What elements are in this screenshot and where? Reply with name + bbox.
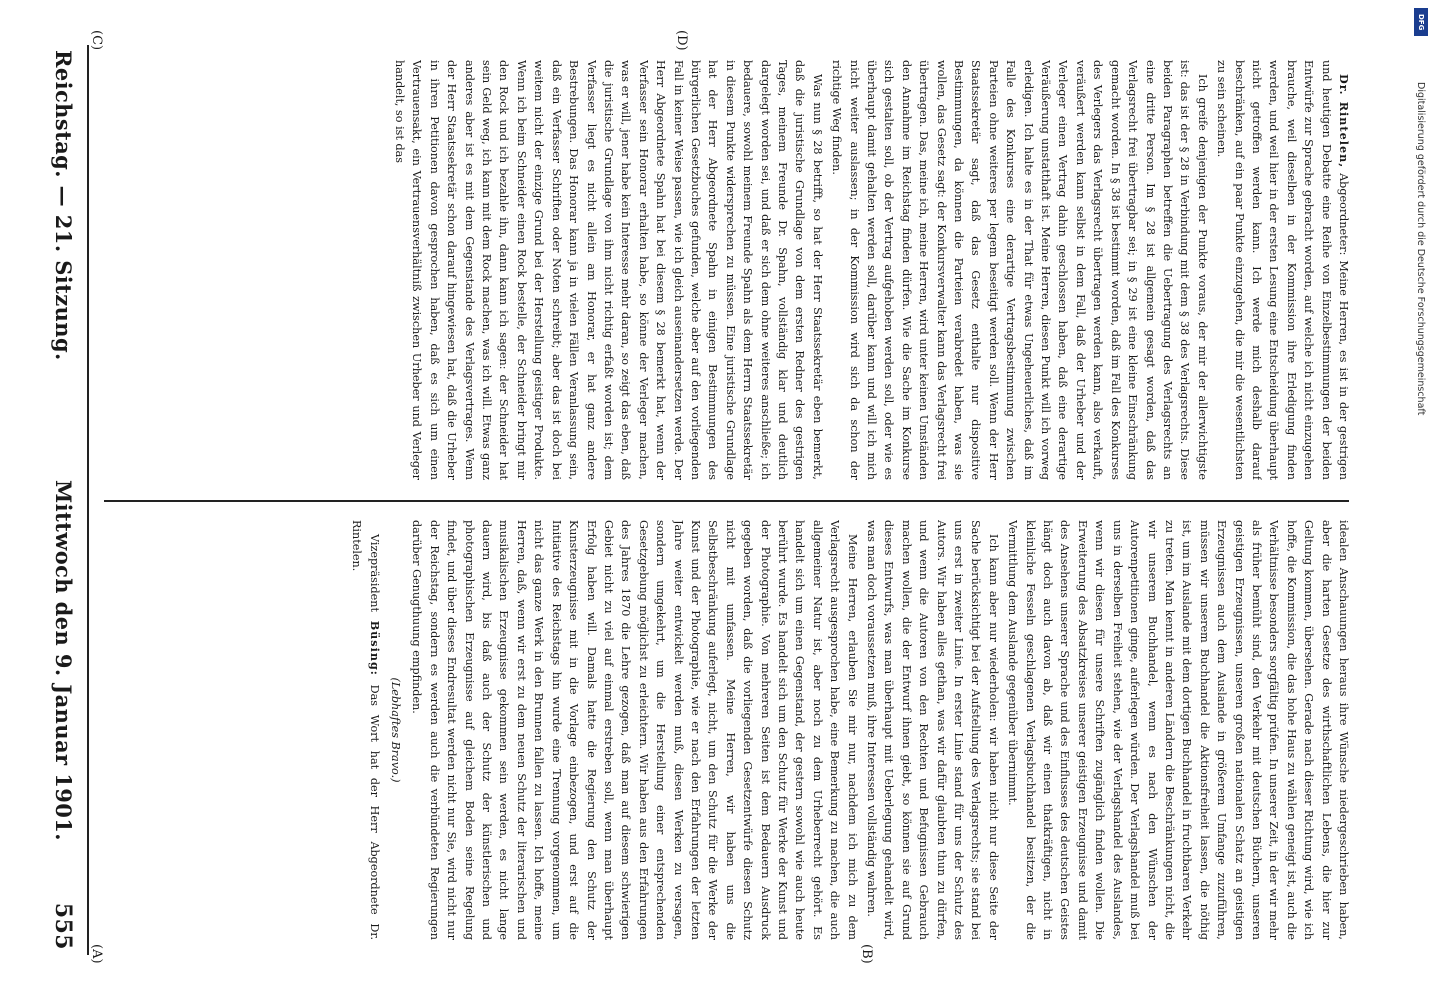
left-column bbox=[102, 520, 1352, 940]
right-column bbox=[102, 60, 1352, 480]
right-paragraph-2: Was nun § 28 betrifft, so hat der Herr Staatssekretär eben bemerkt, daß die juristische Grundlage von dem ersten Redner des gestrigen Tages, meinem Freunde Dr. Spahn, vollständig klar und deutlich dargelegt worden sei, und daß er sich dem ohne weiteres anschließe; ich bedauere, sowohl meinem Freunde Spahn als dem Herrn Staatssekretär in diesem Punkte widersprechen zu müssen. Eine juristische Grundlage hat der Herr Abgeordnete Spahn in einigen Bestimmungen des bürgerlichen Gesetzbuches gefunden, welche aber auf den vorliegenden Fall in keiner Weise passen, wie ich gleich auseinandersetzen werde. Der Herr Abgeordnete Spahn hat bei diesem § 28 bemerkt hat, wenn der Verfasser sein Honorar erhalten habe, so könne der Verleger machen, was er will, jener habe kein Interesse mehr daran, so zeigt das eben, daß die juristische Grundlage von ihm nicht richtig erfaßt worden ist; dem Verfasser liegt es nicht allein am Honorar, er hat ganz andere Bestrebungen. Das Honorar kann ja in vielen Fällen Veranlassung sein, daß ein Verfasser Schriften oder Noten schreibt; aber das ist doch bei weitem nicht der einzige Grund bei der Herstellung geistiger Produkte. Wenn ich beim Schneider einen Rock bestelle, der Schneider bringt mir den Rock und ich bezahle ihn, dann kann ich sagen: der Schneider hat sein Geld weg, ich kann mit dem Rock machen, was ich will. Etwas ganz anderes aber ist es mit dem Gegenstande des Verlagsvertrages. Wenn der Herr Staatssekretär schon darauf hingewiesen hat, daß die Urheber in ihren Petitionen davon gesprochen haben, daß es sich um einen Vertrauensakt, ein Vertrauensverhältniß zwischen Urheber und Verleger handelt, so ist das bbox=[393, 60, 824, 480]
marker-a: (A) bbox=[89, 944, 104, 964]
page-number: 555 bbox=[50, 902, 76, 950]
left-paragraph-3: Meine Herren, erlauben Sie mir nur, nachdem ich mich zu dem Verlagsrecht ausgesprochen habe, eine Bemerkung zu machen, die auch allgemeiner Natur ist, aber noch zu dem Urheberrecht gehört. Es handelt sich um einen Gegenstand, der gestern sowohl wie auch heute berührt wurde. Es handelt sich um den Schutz für Werke der Kunst und der Photographie. Von mehreren Seiten ist dem Bedauern Ausdruck gegeben worden, daß die vorliegenden Gesetzentwürfe diesen Schutz nicht mit umfassen. Meine Herren, wir haben uns die Selbstbeschränkung auferlegt, nicht, um den Schutz für die Werke der Kunst und der Photographie, wie er nach den Erfahrungen der letzten Jahre weiter entwickelt werden muß, diesen Werken zu versagen, sondern umgekehrt, um die Herstellung einer entsprechenden Gesetzgebung möglichst zu erleichtern. Wir haben aus den Erfahrungen des Jahres 1870 die Lehre gezogen, daß man auf diesem schwierigen Gebiet nicht zu viel auf einmal erstreben soll, wenn man überhaupt Erfolg haben will. Damals hatte die Regierung den Schutz der Kunsterzeugnisse mit in die Vorlage einbezogen, und erst auf die Initiative des Reichstags hin wurde eine Trennung vorgenommen, um nicht das ganze Werk in den Brunnen fallen zu lassen. Ich hoffe, meine Herren, daß, wenn wir erst zu dem neuen Schutz der literarischen und musikalischen Erzeugnisse gekommen sein werden, es nicht lange dauern wird, bis daß auch der Schutz der künstlerischen und photographischen Erzeugnisse auf gleichem Boden seine Regelung findet, und über dieses Endresultat werden nicht nur Sie, wird nicht nur der Reichstag, sondern es werden auch die verbündeten Regierungen darüber Genugthuung empfinden. bbox=[410, 520, 859, 940]
dfg-logo: DFG bbox=[1414, 8, 1428, 36]
right-paragraph-1: Ich greife denjenigen der Punkte voraus, der mir der allerwichtigste ist: das ist der § 28 in Verbindung mit dem § 38 des Verlagsrechts. Diese beiden Paragraphen betreffen die Uebertragung des Verlagsrechts an eine dritte Person. Im § 28 ist allgemein gesagt worden, daß das Verlagsrecht frei übertragbar sei; in § 29 ist eine kleine Einschränkung gemacht worden. In § 38 ist bestimmt worden, daß im Fall des Konkurses des Verlegers das Verlagsrecht übertragen werden kann, also verkauft, veräußert werden kann selbst in dem Fall, daß der Urheber und der Verleger einen Vertrag dahin geschlossen haben, daß eine derartige Veräußerung unstatthaft ist. Meine Herren, diesen Punkt will ich vorweg erledigen. Ich halte es in der That für etwas Ungeheuerliches, daß im Falle des Konkurses eine derartige Vertragsbestimmung zwischen Parteien ohne weiteres per legem beseitigt werden soll. Wenn der Herr Staatssekretär sagt, daß das Gesetz enthalte nur dispositive Bestimmungen, da können die Parteien verabredet haben, was sie wollen, das Gesetz sagt: der Konkursverwalter kann das Verlagsrecht frei übertragen. Das, meine ich, meine Herren, wird unter keinen Umständen den Annahme im Reichstag finden dürfen. Wie die Sache im Konkurse sich gestalten soll, ob der Vertrag aufgehoben werden soll, oder wie es überhaupt damit gehalten werden soll, darüber kann und will ich mich nicht weiter auslassen; in der Kommission wird sich da schon der richtige Weg finden. bbox=[830, 60, 1209, 480]
funding-note: Digitalisierung gefördert durch die Deutsche Forschungsgemeinschaft bbox=[1415, 82, 1426, 416]
sidebar bbox=[1404, 0, 1434, 1000]
applause-note: (Lebhaftes Bravo.) bbox=[389, 677, 403, 783]
rintelen-intro bbox=[1213, 60, 1352, 480]
marker-d: (D) bbox=[674, 30, 689, 51]
left-paragraph-1: idealen Anschauungen heraus ihre Wünsche niedergeschrieben haben, aber die harten Gesetze des wirthschaftlichen Lebens, die hier zur Geltung kommen, übersehen. Gerade nach dieser Richtung wird, wie ich hoffe, die Kommission, die das hohe Haus zu wählen geneigt ist, auch die Verhältnisse besonders sorgfältig prüfen. In unserer Zeit, in der wir mehr als früher bemüht sind, den Verkehr mit deutschen Büchern, unseren geistigen Erzeugnissen, unseren großen nationalen Schatz an geistigen Erzeugnissen auch dem Auslande in größerem Umfange zuzuführen, müssen wir unserem Buchhandel die Aktionsfreiheit lassen, die nöthig ist, um im Auslande mit dem dortigen Buchhandel in fruchtbaren Verkehr zu treten. Man kennt in anderen Ländern die Beschränkungen nicht, die wir unserem Buchhandel, wenn es nach den Wünschen der Autorenpetitionen ginge, auferlegen würden. Der Verlagshandel muß bei uns in derselben Freiheit stehen, wie der Verlagshandel des Auslandes, wenn wir diesen für unsere Schriften zugänglich finden wollen. Die Erweiterung des Absatzkreises unserer geistigen Erzeugnisse und damit des Ansehens unserer Sprache und des Einflusses des deutschen Geistes hängt doch auch davon ab, daß wir einen thatkräftigen, nicht in kleinliche Fesseln geschlagenen Verlagsbuchhandel besitzen, der die Vermittlung dem Auslande gegenüber übernimmt. bbox=[1006, 520, 1350, 940]
header-left: Reichstag. — 21. Sitzung. bbox=[51, 50, 76, 361]
left-paragraph-2: Ich kann aber nur wiederholen: wir haben nicht nur diese Seite der Sache berücksichtigt bei der Aufstellung des Verlagsrechts; sie stand bei uns erst in zweiter Linie. In erster Linie stand für uns der Schutz des Autors. Wir haben alles gethan, was wir dafür glaubten thun zu dürfen, und wenn die Autoren von den Rechten und Befugnissen Gebrauch machen wollen, die der Entwurf ihnen giebt, so können sie auf Grund dieses Entwurfs, was man überhaupt mit Ueberlegung gehandelt wird, was man doch voraussetzen muß, ihre Interessen vollständig wahren. bbox=[865, 520, 1000, 940]
vp-text: Das Wort hat der Herr Abgeordnete Dr. Rintelen. bbox=[350, 520, 381, 940]
speaker-intro: Abgeordneter: Meine Herren, es ist in der gestrigen und heutigen Debatte eine Reihe von Einzelbestimmungen der beiden Entwürfe zur Sprache gebracht worden, auf welche ich nicht einzugehen brauche, weil dieselben in der Kommission ihre Erledigung finden werden, und weil hier in der ersten Lesung eine Entscheidung überhaupt nicht getroffen werden kann. Ich werde mich deshalb darauf beschränken, auf ein paar Punkte einzugehen, die mir die wesentlichsten zu sein scheinen. bbox=[1215, 60, 1350, 480]
header-rule bbox=[87, 45, 89, 955]
vp-name: Büsing: bbox=[367, 620, 382, 676]
vp-role: Vizepräsident bbox=[367, 534, 381, 612]
column-rule bbox=[104, 500, 1349, 502]
marker-b: (B) bbox=[859, 944, 874, 964]
speaker-name: Dr. Rintelen, bbox=[1337, 74, 1351, 169]
header-center: Mittwoch den 9. Januar 1901. bbox=[51, 480, 76, 841]
marker-c: (C) bbox=[89, 30, 104, 51]
vp-paragraph bbox=[348, 520, 383, 940]
page-header bbox=[42, 50, 82, 950]
